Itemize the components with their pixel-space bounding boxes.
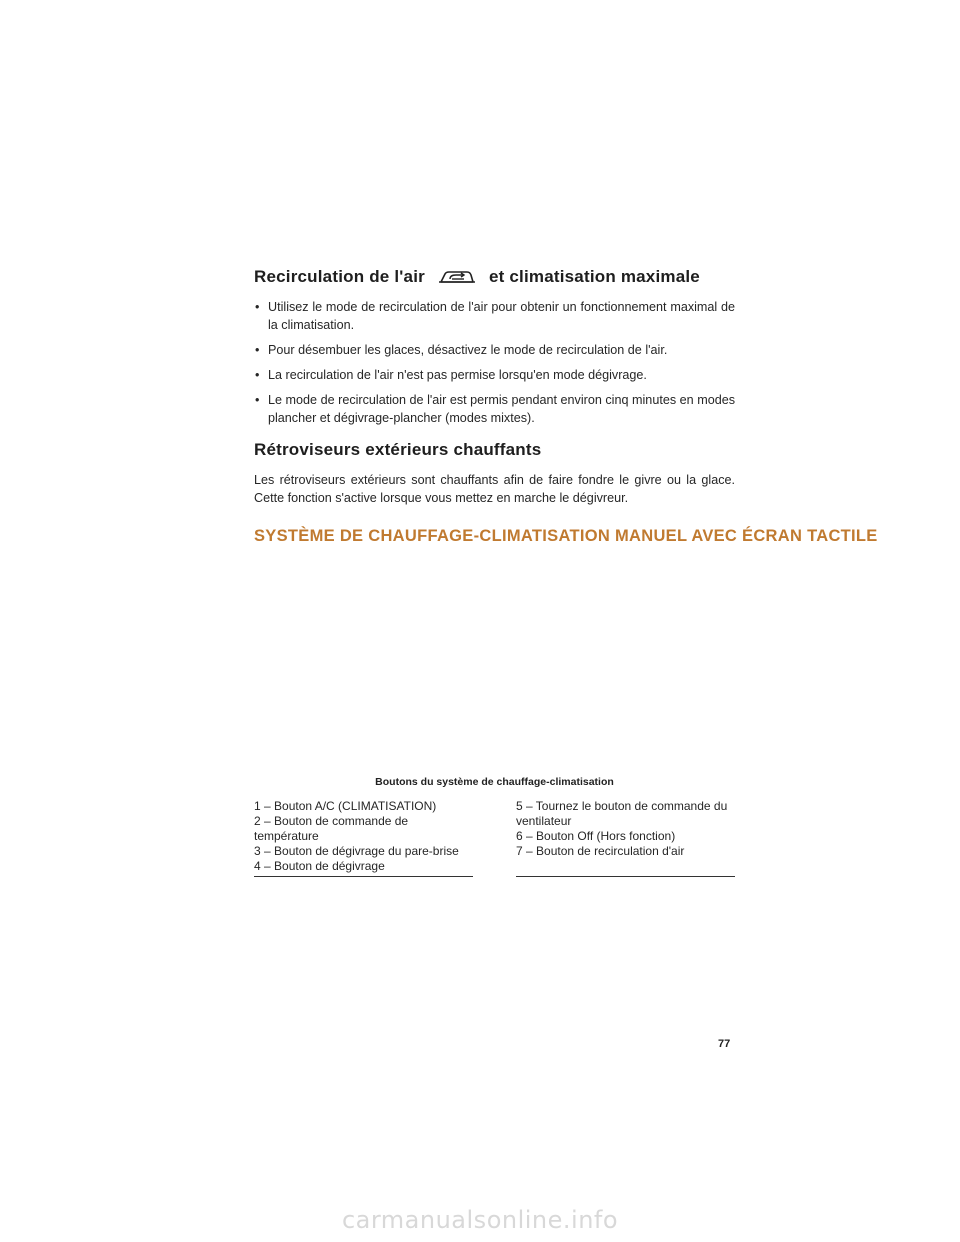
section-title-part2: et climatisation maximale: [488, 267, 700, 286]
list-item: • Utilisez le mode de recirculation de l'air pour obtenir un fonctionnement maximal de la climatisation.: [254, 298, 735, 334]
page-number: 77: [718, 1038, 731, 1050]
legend-item: 4 – Bouton de dégivrage: [254, 859, 385, 873]
section-title-hvac: SYSTÈME DE CHAUFFAGE-CLIMATISATION MANUEL AVEC ÉCRAN TACTILE: [254, 527, 878, 545]
legend-item: 6 – Bouton Off (Hors fonction): [516, 829, 676, 843]
list-item: • La recirculation de l'air n'est pas permise lorsqu'en mode dégivrage.: [254, 366, 735, 384]
list-item: • Le mode de recirculation de l'air est permis pendant environ cinq minutes en modes plancher et dégivrage-plancher (modes mixtes).: [254, 391, 735, 427]
list-item: • Pour désembuer les glaces, désactivez le mode de recirculation de l'air.: [254, 341, 735, 359]
legend-item: 3 – Bouton de dégivrage du pare-brise: [254, 844, 459, 858]
legend-item: 1 – Bouton A/C (CLIMATISATION): [254, 799, 437, 813]
mirrors-paragraph: Les rétroviseurs extérieurs sont chauffants afin de faire fondre le givre ou la glace. Cette fonction s'active lorsque vous mettez en marche le dégivreur.: [254, 473, 735, 505]
section-title-mirrors: Rétroviseurs extérieurs chauffants: [254, 440, 542, 459]
figure-legend: [254, 799, 735, 877]
legend-item: 2 – Bouton de commande de température: [254, 814, 409, 843]
figure-placeholder: [254, 547, 735, 775]
watermark: carmanualsonline.info: [341, 1206, 619, 1234]
legend-item: 5 – Tournez le bouton de commande du ventilateur: [516, 799, 728, 828]
section-title-part1: Recirculation de l'air: [254, 267, 425, 286]
legend-right-column: [516, 799, 735, 877]
recirculation-bullets: [254, 298, 735, 427]
legend-left-column: [254, 799, 473, 877]
page-content: [254, 264, 878, 877]
figure-caption: Boutons du système de chauffage-climatisation: [375, 776, 614, 788]
section-title-recirculation: [254, 264, 735, 290]
legend-item: 7 – Bouton de recirculation d'air: [516, 844, 685, 858]
air-recirculation-icon: [437, 267, 477, 287]
